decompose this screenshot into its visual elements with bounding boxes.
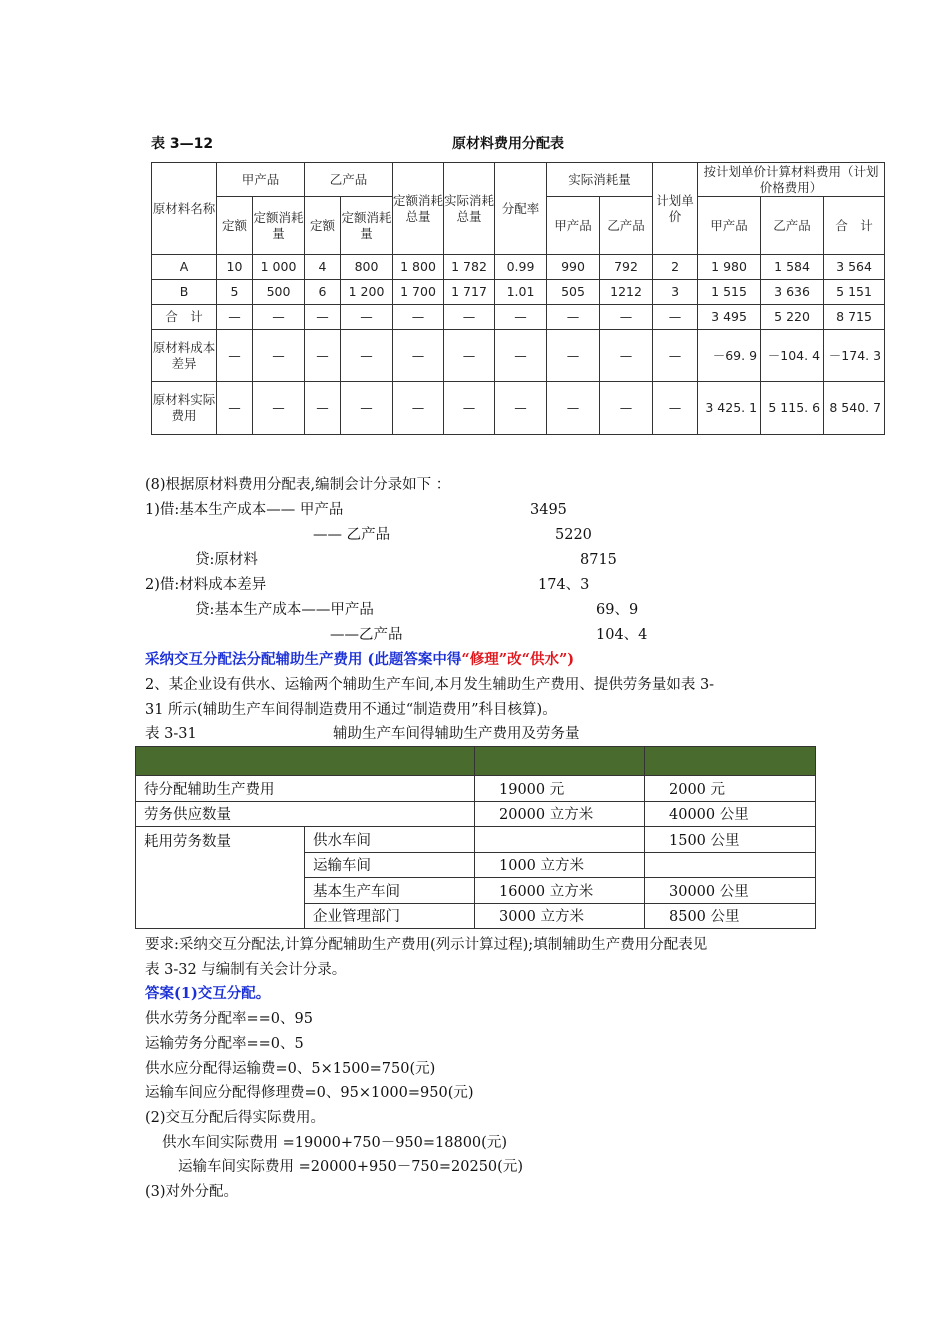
dept-label: 企业管理部门 — [305, 903, 475, 929]
entry1-credit: 贷:原材料 — [195, 552, 258, 568]
cell: 1 980 — [698, 255, 761, 280]
row-label: 耗用劳务数量 — [136, 827, 305, 929]
cell: — — [217, 330, 253, 382]
entry2-debit-amount: 174、3 — [538, 577, 590, 593]
cell: 800 — [341, 255, 393, 280]
entry1-debit: 1)借:基本生产成本—— 甲产品 — [145, 502, 344, 518]
cell — [645, 852, 816, 878]
cell: — — [393, 305, 444, 330]
requirement-line-1: 要求:采纳交互分配法,计算分配辅助生产费用(列示计算过程);填制辅助生产费用分配表见 — [145, 937, 708, 953]
entry2-debit: 2)借:材料成本差异 — [145, 577, 267, 593]
table31-label: 表 3-31 — [145, 726, 197, 742]
table31-title: 辅助生产车间得辅助生产费用及劳务量 — [333, 726, 580, 742]
cell: 1 200 — [341, 280, 393, 305]
cell: 1 717 — [444, 280, 495, 305]
header-cell — [475, 747, 645, 776]
row-label: 劳务供应数量 — [136, 801, 475, 827]
cell: 3 — [653, 280, 698, 305]
hdr-b-quota-consumption: 定额消耗量 — [341, 197, 393, 255]
answer-line: 运输车间实际费用 =20000+950－750=20250(元) — [178, 1159, 523, 1175]
cell: — — [653, 305, 698, 330]
entry1-debit2: —— 乙产品 — [313, 527, 391, 543]
requirement-line-2: 表 3-32 与编制有关会计分录。 — [145, 962, 347, 978]
cell: －104. 4 — [761, 330, 824, 382]
row-name: 合 计 — [152, 305, 217, 330]
cell: — — [341, 330, 393, 382]
hdr-plan-unit-price: 计划单价 — [653, 163, 698, 255]
cell: 10 — [217, 255, 253, 280]
cell: — — [341, 305, 393, 330]
header-cell — [645, 747, 816, 776]
cell: 3 425. 1 — [698, 382, 761, 435]
hdr-product-a: 甲产品 — [217, 163, 305, 197]
cell: 5 151 — [824, 280, 885, 305]
cell: 1 584 — [761, 255, 824, 280]
cell: — — [393, 330, 444, 382]
problem-line-1: 2、某企业设有供水、运输两个辅助生产车间,本月发生辅助生产费用、提供劳务量如表 3- — [145, 677, 715, 693]
cell: — — [217, 305, 253, 330]
row-label: 待分配辅助生产费用 — [136, 776, 475, 802]
problem-line-2: 31 所示(辅助生产车间得制造费用不通过“制造费用”科目核算)。 — [145, 702, 557, 718]
cell: — — [393, 382, 444, 435]
table-row — [152, 382, 885, 435]
entry2-credit-amount: 69、9 — [596, 602, 639, 618]
cell: 6 — [305, 280, 341, 305]
cell: 3 495 — [698, 305, 761, 330]
cell: — — [253, 305, 305, 330]
answer-line: 供水劳务分配率==0、95 — [145, 1011, 313, 1027]
material-cost-table — [151, 162, 885, 435]
cell: 8 540. 7 — [824, 382, 885, 435]
table-row — [136, 827, 816, 853]
hdr-b-quota: 定额 — [305, 197, 341, 255]
cell: 2000 元 — [645, 776, 816, 802]
hdr-actual-total: 实际消耗总量 — [444, 163, 495, 255]
hdr-quota-total: 定额消耗总量 — [393, 163, 444, 255]
cell: — — [305, 305, 341, 330]
answer-line: (2)交互分配后得实际费用。 — [145, 1110, 326, 1126]
cell: 5 115. 6 — [761, 382, 824, 435]
cell: — — [217, 382, 253, 435]
cell: — — [495, 305, 547, 330]
cell: －174. 3 — [824, 330, 885, 382]
cell: 8 715 — [824, 305, 885, 330]
hdr-plan-cost: 按计划单价计算材料费用（计划价格费用） — [698, 163, 885, 197]
cell: 500 — [253, 280, 305, 305]
cell: — — [341, 382, 393, 435]
cell: 1500 公里 — [645, 827, 816, 853]
cell: 40000 公里 — [645, 801, 816, 827]
row-name: B — [152, 280, 217, 305]
answer-line: (3)对外分配。 — [145, 1184, 239, 1200]
row-name: 原材料实际费用 — [152, 382, 217, 435]
answer-line: 运输车间应分配得修理费=0、95×1000=950(元) — [145, 1085, 474, 1101]
cell: 8500 公里 — [645, 903, 816, 929]
answer-line: 供水车间实际费用 =19000+750－950=18800(元) — [162, 1135, 507, 1151]
cell: 5 220 — [761, 305, 824, 330]
dept-label: 供水车间 — [305, 827, 475, 853]
cell: 1.01 — [495, 280, 547, 305]
cell: 4 — [305, 255, 341, 280]
cell: 30000 公里 — [645, 878, 816, 904]
section-heading-main: 采纳交互分配法分配辅助生产费用 (此题答案中得 — [145, 651, 462, 668]
cell: 1 782 — [444, 255, 495, 280]
cell: 1 000 — [253, 255, 305, 280]
cell: — — [547, 382, 600, 435]
cell: 5 — [217, 280, 253, 305]
table-row — [152, 255, 885, 280]
hdr-actual-a: 甲产品 — [547, 197, 600, 255]
aux-production-table — [135, 746, 816, 929]
cell: 1000 立方米 — [475, 852, 645, 878]
cell: — — [600, 305, 653, 330]
row-name: A — [152, 255, 217, 280]
hdr-a-quota-consumption: 定额消耗量 — [253, 197, 305, 255]
cell: 3 564 — [824, 255, 885, 280]
entry1-debit-amount: 3495 — [530, 502, 567, 518]
hdr-a-quota: 定额 — [217, 197, 253, 255]
section-heading — [145, 651, 574, 669]
cell: — — [444, 382, 495, 435]
hdr-plan-a: 甲产品 — [698, 197, 761, 255]
hdr-material-name: 原材料名称 — [152, 163, 217, 255]
cell: — — [444, 330, 495, 382]
cell: — — [253, 382, 305, 435]
hdr-actual-b: 乙产品 — [600, 197, 653, 255]
cell — [475, 827, 645, 853]
table-header-row — [136, 747, 816, 776]
cell: 990 — [547, 255, 600, 280]
cell: 19000 元 — [475, 776, 645, 802]
cell: — — [600, 382, 653, 435]
cell: — — [495, 382, 547, 435]
cell: 20000 立方米 — [475, 801, 645, 827]
figure-label: 表 3—12 — [151, 136, 214, 152]
cell: — — [547, 305, 600, 330]
cell: — — [653, 382, 698, 435]
dept-label: 运输车间 — [305, 852, 475, 878]
cell: 3 636 — [761, 280, 824, 305]
entry2-credit2-amount: 104、4 — [596, 627, 648, 643]
hdr-actual-consumption: 实际消耗量 — [547, 163, 653, 197]
hdr-product-b: 乙产品 — [305, 163, 393, 197]
cell: 1 700 — [393, 280, 444, 305]
cell: — — [305, 382, 341, 435]
entry1-credit-amount: 8715 — [580, 552, 617, 568]
cell: 505 — [547, 280, 600, 305]
table-row — [152, 305, 885, 330]
table-row — [152, 280, 885, 305]
row-name: 原材料成本差异 — [152, 330, 217, 382]
cell: 0.99 — [495, 255, 547, 280]
answer-line: 运输劳务分配率==0、5 — [145, 1036, 304, 1052]
cell: 792 — [600, 255, 653, 280]
hdr-allocation-rate: 分配率 — [495, 163, 547, 255]
figure-title: 原材料费用分配表 — [452, 136, 564, 152]
cell: 3000 立方米 — [475, 903, 645, 929]
entry2-credit2: ——乙产品 — [330, 627, 403, 643]
cell: 16000 立方米 — [475, 878, 645, 904]
entry2-credit: 贷:基本生产成本——甲产品 — [195, 602, 374, 618]
hdr-plan-b: 乙产品 — [761, 197, 824, 255]
entries-intro: (8)根据原材料费用分配表,编制会计分录如下 ： — [145, 477, 451, 493]
cell: — — [444, 305, 495, 330]
section-heading-note: “修理”改“供水”) — [461, 651, 575, 668]
cell: 1212 — [600, 280, 653, 305]
cell: 1 515 — [698, 280, 761, 305]
cell: — — [495, 330, 547, 382]
table-row — [136, 801, 816, 827]
answer-heading: 答案(1)交互分配。 — [145, 985, 271, 1002]
cell: — — [253, 330, 305, 382]
cell: — — [653, 330, 698, 382]
cell: — — [600, 330, 653, 382]
hdr-plan-total: 合 计 — [824, 197, 885, 255]
entry1-debit2-amount: 5220 — [555, 527, 592, 543]
table-row — [152, 330, 885, 382]
cell: 1 800 — [393, 255, 444, 280]
cell: — — [305, 330, 341, 382]
table-row — [136, 776, 816, 802]
cell: — — [547, 330, 600, 382]
cell: －69. 9 — [698, 330, 761, 382]
dept-label: 基本生产车间 — [305, 878, 475, 904]
answer-line: 供水应分配得运输费=0、5×1500=750(元) — [145, 1061, 436, 1077]
cell: 2 — [653, 255, 698, 280]
header-cell — [136, 747, 475, 776]
